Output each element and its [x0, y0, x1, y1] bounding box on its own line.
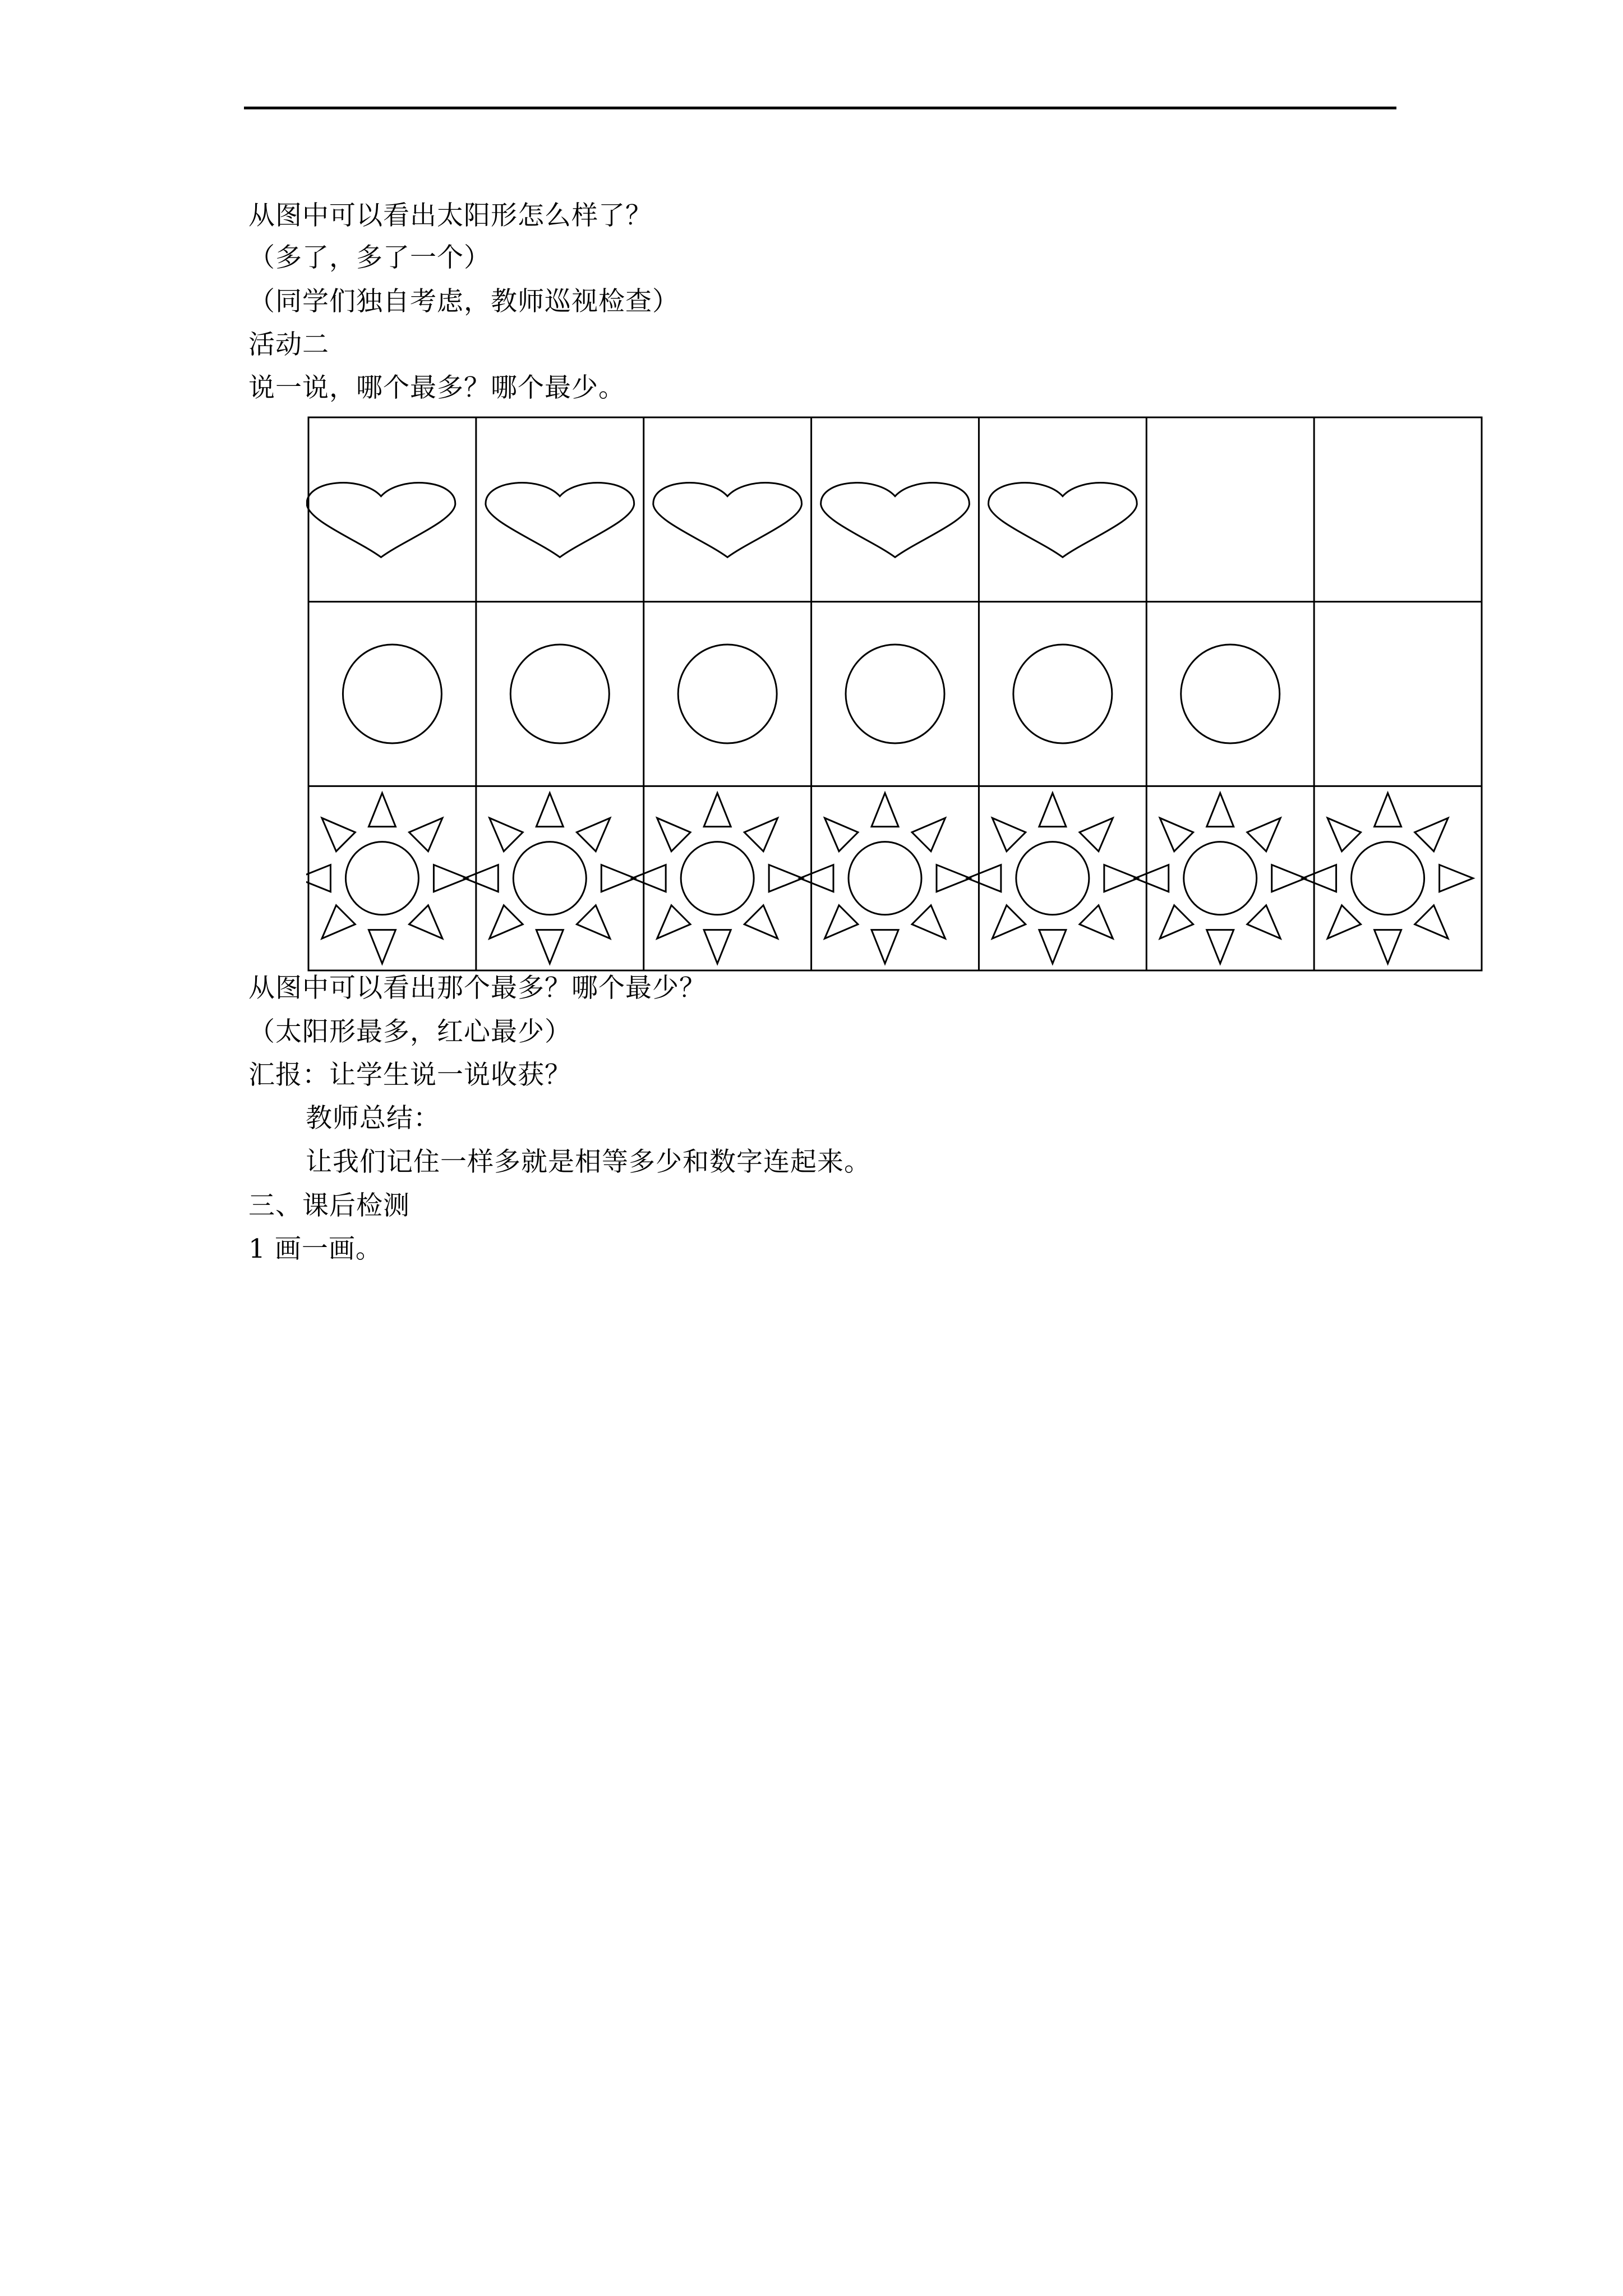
- sun-icon: [800, 793, 970, 964]
- answer-text: （多了，多了一个）: [248, 242, 491, 273]
- question-text-2: 从图中可以看出那个最多？哪个最少？: [248, 973, 706, 1004]
- activity-instruction: 说一说，哪个最多？哪个最少。: [248, 372, 625, 403]
- note-text: （同学们独自考虑，教师巡视检查）: [248, 286, 679, 317]
- heart-icon: [653, 483, 802, 558]
- summary-text: 让我们记住一样多就是相等多少和数字连起来。: [306, 1147, 871, 1177]
- grid-border: [308, 417, 1482, 970]
- heart-icon: [307, 483, 455, 558]
- exercise-text: 1 画一画。: [248, 1234, 382, 1264]
- sun-icon: [632, 793, 803, 964]
- activity-heading: 活动二: [248, 329, 329, 360]
- sun-icon: [464, 793, 635, 964]
- heart-icon: [486, 483, 634, 558]
- circle-icon: [1181, 645, 1280, 743]
- answer-text-2: （太阳形最多，红心最少）: [248, 1016, 571, 1047]
- section-heading: 三、课后检测: [248, 1190, 410, 1221]
- header-rule: [244, 107, 1396, 109]
- circle-icon: [846, 645, 944, 743]
- summary-title: 教师总结：: [306, 1103, 440, 1134]
- heart-icon: [989, 483, 1137, 558]
- sun-icon: [306, 793, 467, 964]
- figure-grid: [308, 417, 1482, 970]
- circle-icon: [343, 645, 441, 743]
- report-text: 汇报：让学生说一说收获？: [248, 1060, 571, 1091]
- sun-icon: [967, 793, 1138, 964]
- circle-icon: [678, 645, 777, 743]
- sun-icon: [1303, 793, 1473, 964]
- question-text: 从图中可以看出太阳形怎么样了？: [248, 200, 652, 231]
- circle-icon: [510, 645, 609, 743]
- sun-icon: [1135, 793, 1306, 964]
- circle-icon: [1013, 645, 1112, 743]
- heart-icon: [821, 483, 970, 558]
- comparison-figure: [306, 415, 1484, 973]
